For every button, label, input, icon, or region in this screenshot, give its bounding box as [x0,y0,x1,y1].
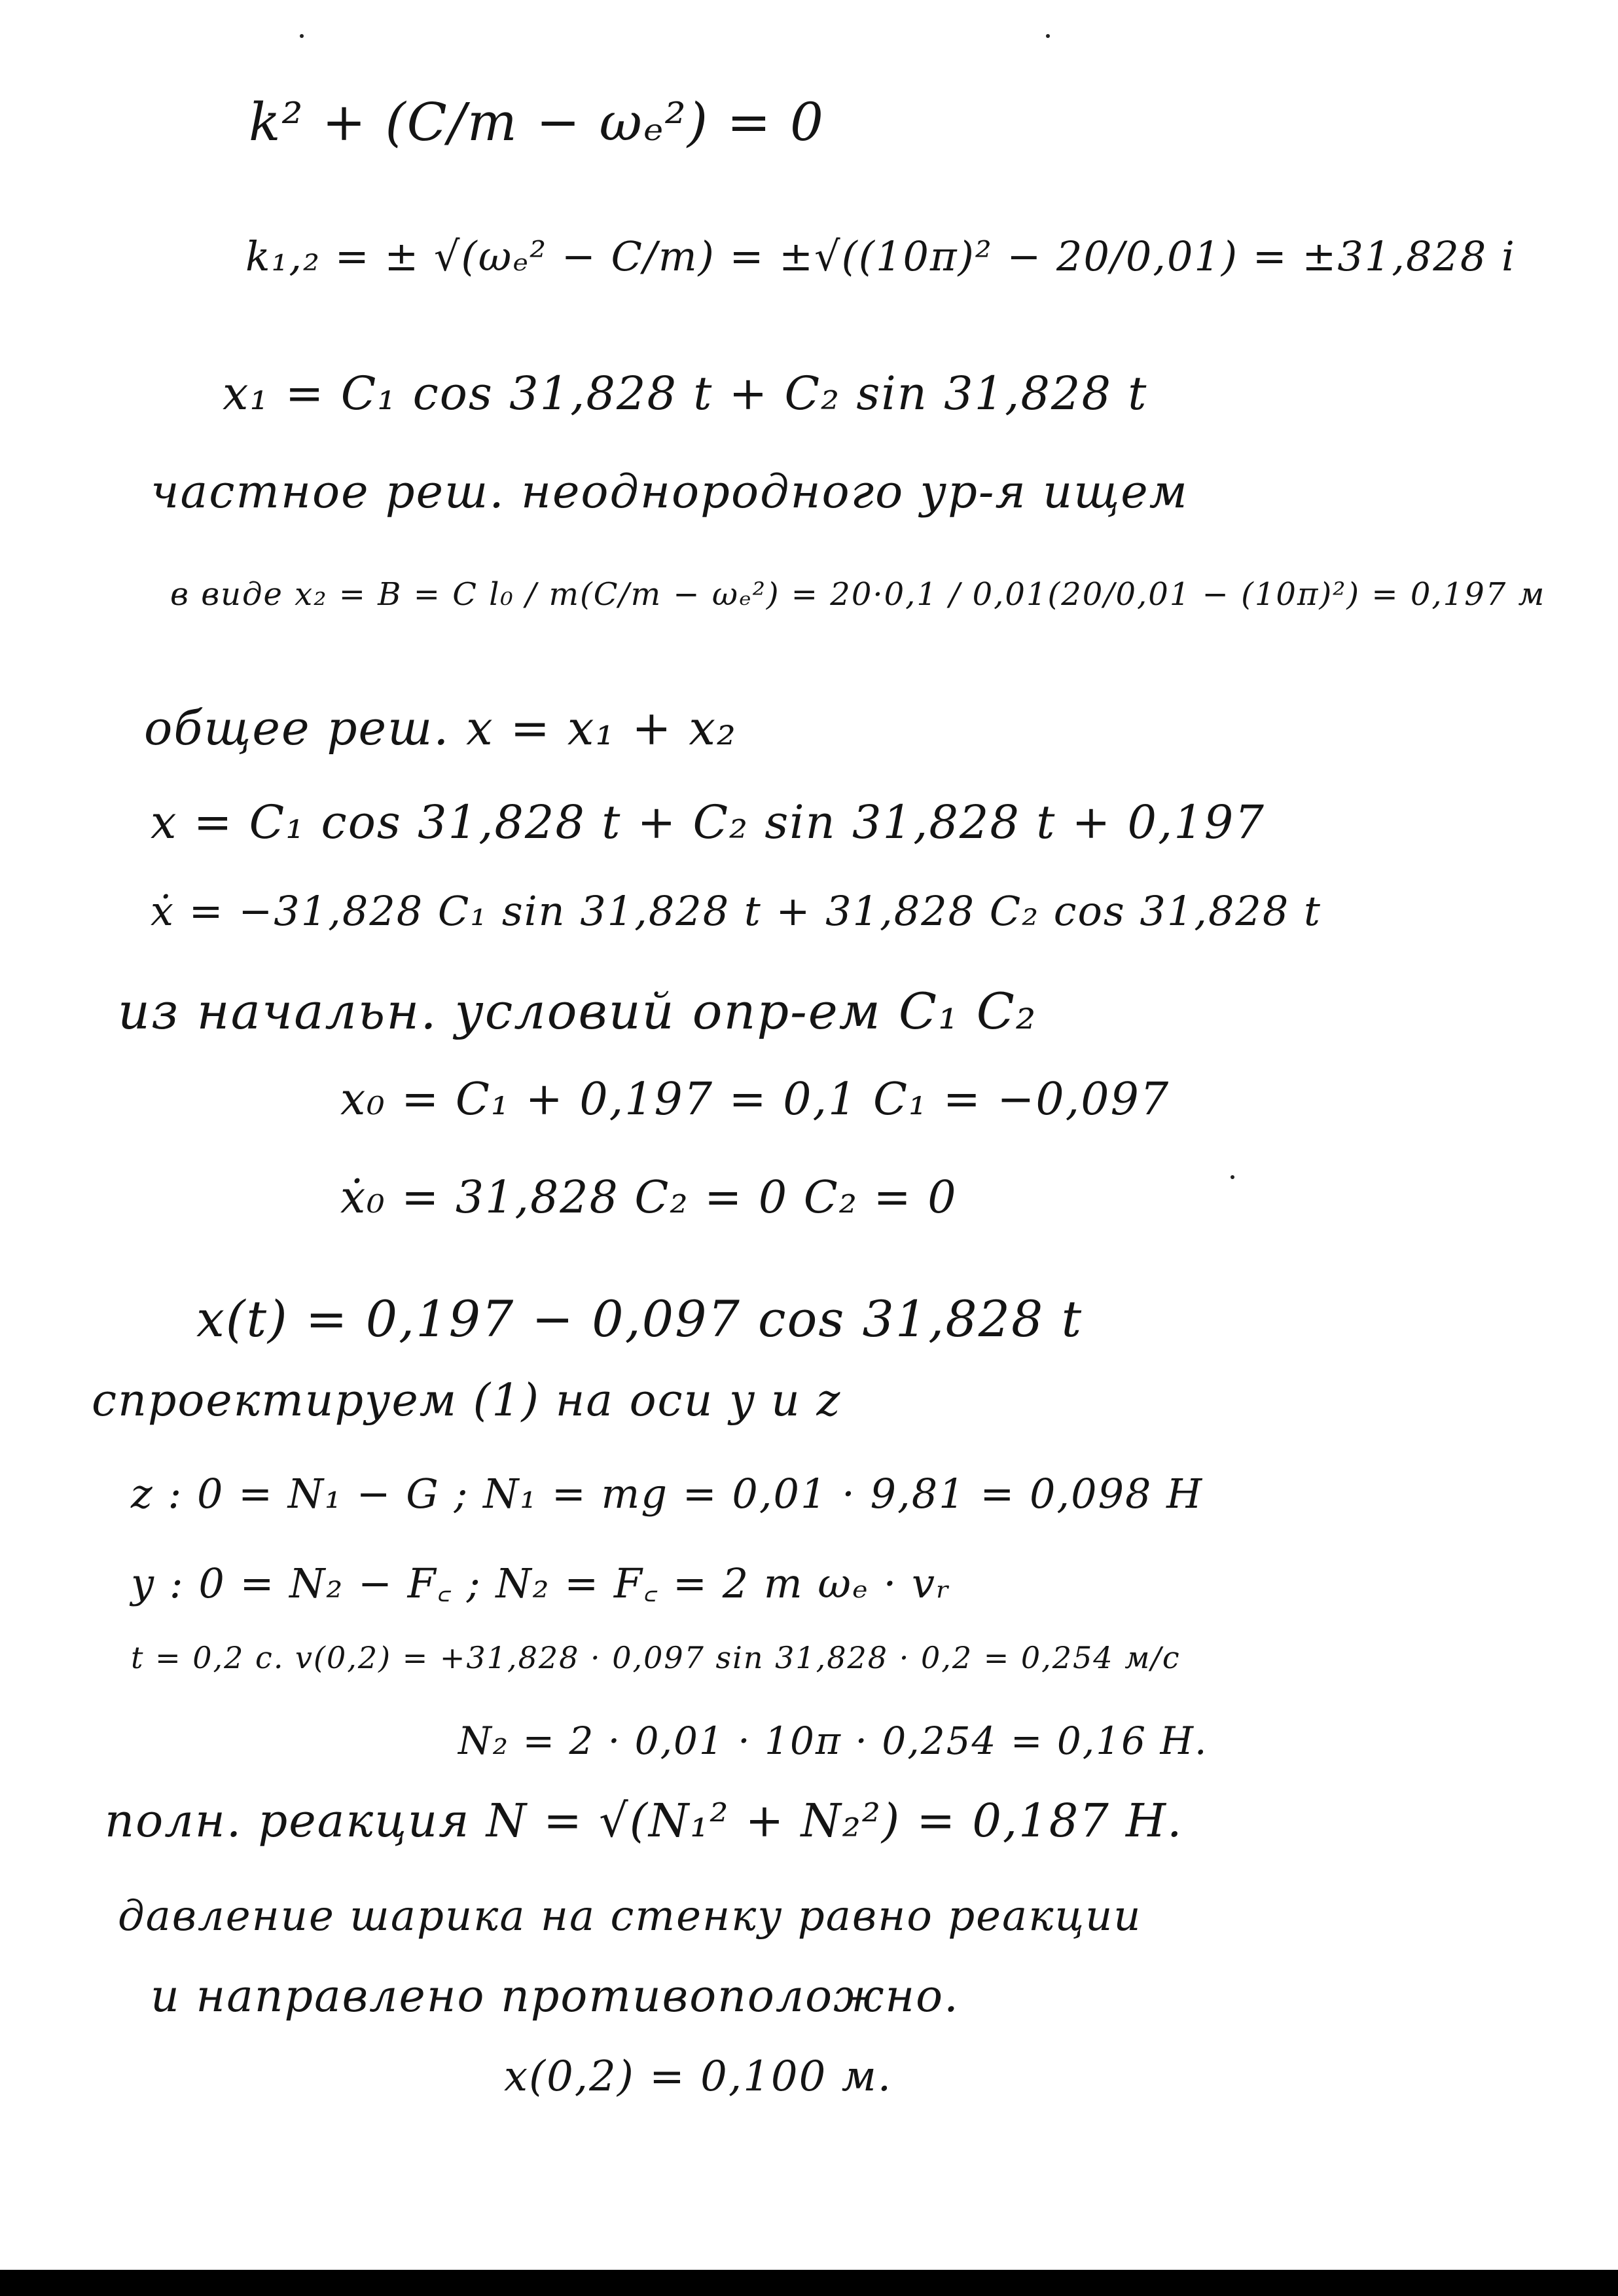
equation-x-dot: ẋ = −31,828 C₁ sin 31,828 t + 31,828 C₂ cos 31,828 t [151,887,1321,935]
text-general-solution: общее реш. x = x₁ + x₂ [144,701,737,756]
equation-y-projection: y : 0 = N₂ − F꜀ ; N₂ = F꜀ = 2 m ωₑ · vᵣ [131,1559,952,1607]
equation-z-projection: z : 0 = N₁ − G ; N₁ = mg = 0,01 · 9,81 = 0,098 Н [131,1470,1204,1518]
equation-x-at-0-2: x(0,2) = 0,100 м. [504,2052,893,2101]
text-particular-solution: частное реш. неоднородного ур-я ищем [151,465,1189,519]
equation-full-reaction: полн. реакция N = √(N₁² + N₂²) = 0,187 Н. [105,1794,1183,1848]
equation-x0-dot: ẋ₀ = 31,828 C₂ = 0 C₂ = 0 [340,1172,958,1224]
equation-x2: в виде x₂ = B = C l₀ / m(C/m − ωₑ²) = 20·0,1 / 0,01(20/0,01 − (10π)²) = 0,197 м [170,576,1546,613]
equation-characteristic: k² + (C/m − ωₑ²) = 0 [249,92,825,153]
text-direction-conclusion: и направлено противоположно. [151,1971,960,2022]
equation-x-of-t: x(t) = 0,197 − 0,097 cos 31,828 t [196,1290,1083,1348]
equation-velocity: t = 0,2 c. v(0,2) = +31,828 · 0,097 sin 31,828 · 0,2 = 0,254 м/с [131,1640,1181,1675]
text-pressure-conclusion: давление шарика на стенку равно реакции [118,1892,1142,1941]
equation-n2: N₂ = 2 · 0,01 · 10π · 0,254 = 0,16 Н. [458,1719,1208,1763]
ink-speck [300,34,304,38]
ink-speck [1231,1175,1234,1179]
scan-border [0,2270,1618,2296]
text-initial-conditions: из начальн. условий опр-ем C₁ C₂ [118,982,1037,1040]
equation-x1: x₁ = C₁ cos 31,828 t + C₂ sin 31,828 t [223,367,1148,420]
text-projection: спроектируем (1) на оси y и z [92,1375,842,1427]
ink-speck [1046,34,1050,38]
equation-roots: k₁,₂ = ± √(ωₑ² − C/m) = ±√((10π)² − 20/0,01) = ±31,828 i [245,232,1516,280]
equation-x-general: x = C₁ cos 31,828 t + C₂ sin 31,828 t + 0,197 [151,795,1265,849]
equation-x0: x₀ = C₁ + 0,197 = 0,1 C₁ = −0,097 [340,1074,1170,1125]
